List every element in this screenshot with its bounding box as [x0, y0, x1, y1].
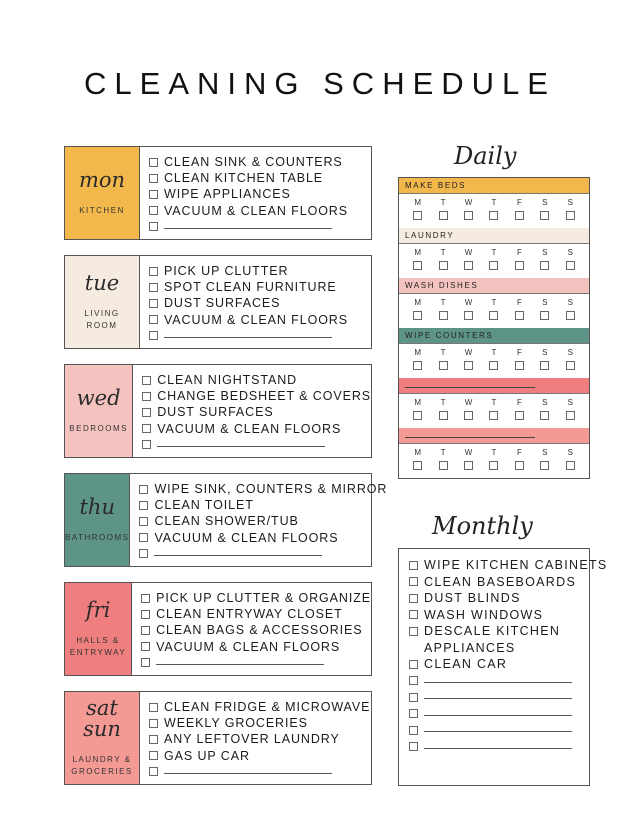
monthly-task[interactable]: CLEAN CAR — [409, 656, 589, 673]
day-letter: S — [567, 298, 573, 307]
checkbox[interactable] — [464, 411, 473, 420]
write-in-line[interactable] — [154, 555, 322, 556]
blank-task[interactable] — [149, 219, 371, 235]
day-letter: F — [516, 198, 522, 207]
daily-day-cell — [411, 198, 425, 228]
checkbox[interactable] — [413, 461, 422, 470]
checkbox[interactable] — [566, 411, 575, 420]
write-in-line[interactable] — [424, 698, 572, 699]
daily-day-cell — [512, 398, 526, 428]
checkbox[interactable] — [489, 411, 498, 420]
day-room: LAUNDRY & GROCERIES — [71, 755, 133, 776]
daily-day-cell — [538, 298, 552, 328]
checkbox[interactable] — [409, 676, 418, 685]
day-letter: F — [516, 298, 522, 307]
day-letter: T — [491, 298, 497, 307]
checkbox[interactable] — [142, 376, 151, 385]
day-letter: W — [464, 298, 473, 307]
day-letter: S — [542, 448, 548, 457]
checkbox[interactable] — [139, 485, 148, 494]
checkbox[interactable] — [149, 751, 158, 760]
day-letter: T — [440, 348, 446, 357]
checkbox[interactable] — [540, 261, 549, 270]
blank-task[interactable] — [141, 655, 371, 671]
daily-section-header — [399, 378, 589, 394]
task-list — [140, 256, 371, 348]
daily-day-cell — [538, 248, 552, 278]
daily-day-cell — [436, 398, 450, 428]
day-label — [65, 692, 140, 784]
checkbox[interactable] — [540, 311, 549, 320]
daily-day-cell — [563, 398, 577, 428]
checkbox[interactable] — [149, 222, 158, 231]
checkbox[interactable] — [464, 261, 473, 270]
checkbox[interactable] — [540, 411, 549, 420]
checkbox[interactable] — [139, 501, 148, 510]
task-item[interactable]: CLEAN NIGHTSTAND — [142, 372, 371, 388]
page-title: CLEANING SCHEDULE — [84, 66, 556, 101]
checkbox[interactable] — [149, 703, 158, 712]
day-letter: T — [440, 298, 446, 307]
checkbox[interactable] — [139, 549, 148, 558]
checkbox[interactable] — [439, 361, 448, 370]
task-item[interactable]: WIPE SINK, COUNTERS & MIRROR — [139, 481, 387, 497]
checkbox[interactable] — [515, 311, 524, 320]
day-card-thu — [64, 473, 388, 567]
daily-day-cell — [411, 298, 425, 328]
write-in-line[interactable] — [157, 446, 325, 447]
checkbox[interactable] — [149, 158, 158, 167]
day-letter: S — [567, 348, 573, 357]
checkbox[interactable] — [141, 594, 150, 603]
checkbox[interactable] — [149, 315, 158, 324]
task-item[interactable]: CLEAN SINK & COUNTERS — [149, 154, 371, 170]
day-name: wed — [76, 385, 121, 410]
day-room: KITCHEN — [79, 205, 125, 215]
write-in-line[interactable] — [164, 228, 332, 229]
daily-day-cell — [436, 448, 450, 478]
daily-day-cell — [487, 198, 501, 228]
day-letter: W — [464, 348, 473, 357]
day-name: mon — [78, 167, 126, 192]
daily-day-cell — [512, 248, 526, 278]
daily-day-cell — [538, 448, 552, 478]
checkbox[interactable] — [149, 267, 158, 276]
daily-day-cell — [411, 248, 425, 278]
daily-day-cell — [487, 248, 501, 278]
daily-day-cell — [487, 448, 501, 478]
checkbox[interactable] — [149, 331, 158, 340]
task-item[interactable]: DUST SURFACES — [149, 295, 371, 311]
task-item[interactable]: CLEAN ENTRYWAY CLOSET — [141, 606, 371, 622]
day-label — [65, 474, 130, 566]
checkbox[interactable] — [439, 211, 448, 220]
blank-task[interactable] — [149, 764, 371, 780]
checkbox[interactable] — [149, 283, 158, 292]
daily-day-cell — [462, 398, 476, 428]
write-in-line[interactable] — [164, 337, 332, 338]
daily-day-cell — [411, 348, 425, 378]
daily-day-cell — [563, 348, 577, 378]
daily-day-cell — [538, 198, 552, 228]
checkbox[interactable] — [489, 311, 498, 320]
daily-section-label: WIPE COUNTERS — [405, 331, 494, 340]
checkbox[interactable] — [489, 211, 498, 220]
day-name: tue — [84, 270, 120, 295]
checkbox[interactable] — [149, 190, 158, 199]
day-card-sat-sun — [64, 691, 372, 785]
checkbox[interactable] — [464, 461, 473, 470]
daily-section-label: WASH DISHES — [405, 281, 479, 290]
checkbox[interactable] — [439, 411, 448, 420]
day-letter: S — [567, 248, 573, 257]
checkbox[interactable] — [141, 642, 150, 651]
daily-day-cell — [563, 448, 577, 478]
day-name: sat sun — [83, 696, 121, 741]
task-item[interactable]: SPOT CLEAN FURNITURE — [149, 279, 371, 295]
task-item[interactable]: CLEAN KITCHEN TABLE — [149, 170, 371, 186]
daily-day-cell — [436, 298, 450, 328]
daily-day-cell — [487, 348, 501, 378]
day-letter: M — [414, 298, 422, 307]
checkbox[interactable] — [439, 461, 448, 470]
task-item[interactable]: PICK UP CLUTTER & ORGANIZE — [141, 590, 371, 606]
daily-day-cell — [462, 298, 476, 328]
checkbox[interactable] — [142, 440, 151, 449]
checkbox[interactable] — [515, 411, 524, 420]
daily-day-cell — [563, 248, 577, 278]
task-list — [140, 692, 371, 784]
write-in-line[interactable] — [405, 387, 535, 388]
day-letter: F — [516, 398, 522, 407]
checkbox[interactable] — [409, 627, 418, 636]
write-in-line[interactable] — [405, 437, 535, 438]
checkbox[interactable] — [566, 461, 575, 470]
daily-day-cell — [512, 298, 526, 328]
blank-task[interactable] — [409, 673, 589, 690]
day-letter: S — [542, 198, 548, 207]
daily-section-header — [399, 178, 589, 194]
daily-day-cell — [411, 398, 425, 428]
day-letter: T — [491, 248, 497, 257]
checkbox[interactable] — [149, 174, 158, 183]
daily-day-cell — [462, 198, 476, 228]
daily-day-cell — [512, 348, 526, 378]
task-item[interactable]: VACUUM & CLEAN FLOORS — [149, 312, 371, 328]
day-room: BATHROOMS — [65, 532, 130, 542]
monthly-task[interactable]: WIPE KITCHEN CABINETS — [409, 557, 589, 574]
checkbox[interactable] — [413, 311, 422, 320]
monthly-task-continued: APPLIANCES — [424, 640, 516, 655]
daily-tracker — [398, 177, 590, 479]
day-letter: F — [516, 348, 522, 357]
day-letter: F — [516, 448, 522, 457]
day-letter: T — [440, 448, 446, 457]
day-card-wed — [64, 364, 372, 458]
write-in-line[interactable] — [424, 748, 572, 749]
checkbox[interactable] — [515, 261, 524, 270]
checkbox[interactable] — [139, 533, 148, 542]
task-item[interactable]: VACUUM & CLEAN FLOORS — [142, 421, 371, 437]
daily-section-header — [399, 328, 589, 344]
daily-day-cell — [462, 248, 476, 278]
checkbox[interactable] — [409, 726, 418, 735]
day-letter: T — [491, 198, 497, 207]
task-item[interactable]: CHANGE BEDSHEET & COVERS — [142, 388, 371, 404]
checkbox[interactable] — [141, 658, 150, 667]
task-item[interactable]: VACUUM & CLEAN FLOORS — [149, 203, 371, 219]
blank-task[interactable] — [409, 689, 589, 706]
day-letter: S — [567, 198, 573, 207]
checkbox[interactable] — [409, 610, 418, 619]
day-label — [65, 583, 132, 675]
checkbox[interactable] — [464, 311, 473, 320]
task-item[interactable]: VACUUM & CLEAN FLOORS — [141, 639, 371, 655]
checkbox[interactable] — [139, 517, 148, 526]
checkbox[interactable] — [409, 577, 418, 586]
monthly-list — [398, 548, 608, 786]
day-letter: S — [542, 348, 548, 357]
day-letter: S — [542, 298, 548, 307]
checkbox[interactable] — [566, 311, 575, 320]
task-item[interactable]: VACUUM & CLEAN FLOORS — [139, 530, 387, 546]
day-letter: M — [414, 198, 422, 207]
task-item[interactable]: CLEAN TOILET — [139, 497, 387, 513]
daily-week-row — [399, 444, 589, 478]
task-item[interactable]: DUST SURFACES — [142, 404, 371, 420]
daily-section-header — [399, 278, 589, 294]
checkbox[interactable] — [540, 461, 549, 470]
checkbox[interactable] — [141, 610, 150, 619]
day-letter: S — [542, 398, 548, 407]
checkbox[interactable] — [464, 361, 473, 370]
day-letter: T — [491, 398, 497, 407]
blank-task[interactable] — [409, 722, 589, 739]
write-in-line[interactable] — [164, 773, 332, 774]
day-letter: W — [464, 398, 473, 407]
daily-week-row — [399, 244, 589, 278]
daily-day-cell — [563, 198, 577, 228]
daily-day-cell — [538, 348, 552, 378]
daily-day-cell — [538, 398, 552, 428]
day-letter: W — [464, 198, 473, 207]
checkbox[interactable] — [149, 299, 158, 308]
day-label — [65, 147, 140, 239]
day-room: BEDROOMS — [69, 423, 128, 433]
day-name: thu — [79, 494, 115, 519]
daily-section-header — [399, 428, 589, 444]
daily-day-cell — [436, 248, 450, 278]
checkbox[interactable] — [141, 626, 150, 635]
daily-day-cell — [462, 448, 476, 478]
daily-week-row — [399, 394, 589, 428]
daily-day-cell — [563, 298, 577, 328]
checkbox[interactable] — [489, 261, 498, 270]
daily-heading: Daily — [454, 142, 517, 170]
monthly-task[interactable]: DESCALE KITCHEN — [409, 623, 589, 640]
task-list — [130, 474, 387, 566]
task-item[interactable]: CLEAN FRIDGE & MICROWAVE — [149, 699, 371, 715]
checkbox[interactable] — [413, 211, 422, 220]
write-in-line[interactable] — [424, 715, 572, 716]
daily-day-cell — [462, 348, 476, 378]
checkbox[interactable] — [439, 311, 448, 320]
checkbox[interactable] — [515, 211, 524, 220]
day-letter: M — [414, 448, 422, 457]
monthly-task[interactable]: CLEAN BASEBOARDS — [409, 574, 589, 591]
task-item[interactable]: CLEAN SHOWER/TUB — [139, 513, 387, 529]
daily-day-cell — [411, 448, 425, 478]
daily-day-cell — [512, 198, 526, 228]
checkbox[interactable] — [149, 767, 158, 776]
day-letter: F — [516, 248, 522, 257]
checkbox[interactable] — [515, 461, 524, 470]
day-name: fri — [85, 597, 111, 622]
daily-section-label: MAKE BEDS — [405, 181, 467, 190]
day-letter: W — [464, 248, 473, 257]
task-item[interactable]: GAS UP CAR — [149, 748, 371, 764]
day-letter: M — [414, 348, 422, 357]
checkbox[interactable] — [409, 594, 418, 603]
task-item[interactable]: CLEAN BAGS & ACCESSORIES — [141, 622, 371, 638]
checkbox[interactable] — [439, 261, 448, 270]
day-letter: S — [567, 398, 573, 407]
daily-section-label: LAUNDRY — [405, 231, 455, 240]
day-room: LIVING ROOM — [84, 308, 120, 330]
checkbox[interactable] — [149, 735, 158, 744]
task-item[interactable]: ANY LEFTOVER LAUNDRY — [149, 731, 371, 747]
task-list — [132, 583, 371, 675]
checkbox[interactable] — [489, 461, 498, 470]
checkbox[interactable] — [413, 361, 422, 370]
day-letter: T — [440, 398, 446, 407]
checkbox[interactable] — [464, 211, 473, 220]
checkbox[interactable] — [409, 742, 418, 751]
daily-week-row — [399, 344, 589, 378]
daily-week-row — [399, 294, 589, 328]
write-in-line[interactable] — [156, 664, 324, 665]
checkbox[interactable] — [149, 206, 158, 215]
checkbox[interactable] — [142, 408, 151, 417]
day-card-tue — [64, 255, 372, 349]
daily-day-cell — [487, 298, 501, 328]
task-item[interactable]: PICK UP CLUTTER — [149, 263, 371, 279]
daily-week-row — [399, 194, 589, 228]
blank-task[interactable] — [409, 739, 589, 756]
daily-day-cell — [436, 348, 450, 378]
day-room: HALLS & ENTRYWAY — [69, 635, 127, 657]
checkbox[interactable] — [142, 392, 151, 401]
checkbox[interactable] — [566, 261, 575, 270]
write-in-line[interactable] — [424, 682, 572, 683]
day-letter: S — [567, 448, 573, 457]
day-card-fri — [64, 582, 372, 676]
daily-section-header — [399, 228, 589, 244]
checkbox[interactable] — [409, 660, 418, 669]
checkbox[interactable] — [413, 411, 422, 420]
daily-day-cell — [512, 448, 526, 478]
monthly-task[interactable]: WASH WINDOWS — [409, 607, 589, 624]
day-label — [65, 365, 133, 457]
monthly-heading: Monthly — [432, 512, 533, 540]
checkbox[interactable] — [540, 211, 549, 220]
blank-task[interactable] — [409, 706, 589, 723]
daily-day-cell — [487, 398, 501, 428]
day-letter: W — [464, 448, 473, 457]
task-item[interactable]: WIPE APPLIANCES — [149, 186, 371, 202]
day-letter: T — [491, 448, 497, 457]
checkbox[interactable] — [409, 561, 418, 570]
checkbox[interactable] — [409, 709, 418, 718]
checkbox[interactable] — [566, 211, 575, 220]
checkbox[interactable] — [540, 361, 549, 370]
checkbox[interactable] — [149, 719, 158, 728]
write-in-line[interactable] — [424, 731, 572, 732]
task-list — [133, 365, 371, 457]
blank-task[interactable] — [149, 328, 371, 344]
daily-day-cell — [436, 198, 450, 228]
monthly-task[interactable]: DUST BLINDS — [409, 590, 589, 607]
checkbox[interactable] — [515, 361, 524, 370]
day-letter: T — [440, 248, 446, 257]
day-letter: S — [542, 248, 548, 257]
day-card-mon — [64, 146, 372, 240]
day-letter: M — [414, 398, 422, 407]
day-letter: M — [414, 248, 422, 257]
task-list — [140, 147, 371, 239]
checkbox[interactable] — [566, 361, 575, 370]
day-letter: T — [440, 198, 446, 207]
checkbox[interactable] — [413, 261, 422, 270]
day-letter: T — [491, 348, 497, 357]
checkbox[interactable] — [489, 361, 498, 370]
checkbox[interactable] — [142, 424, 151, 433]
blank-task[interactable] — [142, 437, 371, 453]
blank-task[interactable] — [139, 546, 387, 562]
day-label — [65, 256, 140, 348]
checkbox[interactable] — [409, 693, 418, 702]
task-item[interactable]: WEEKLY GROCERIES — [149, 715, 371, 731]
